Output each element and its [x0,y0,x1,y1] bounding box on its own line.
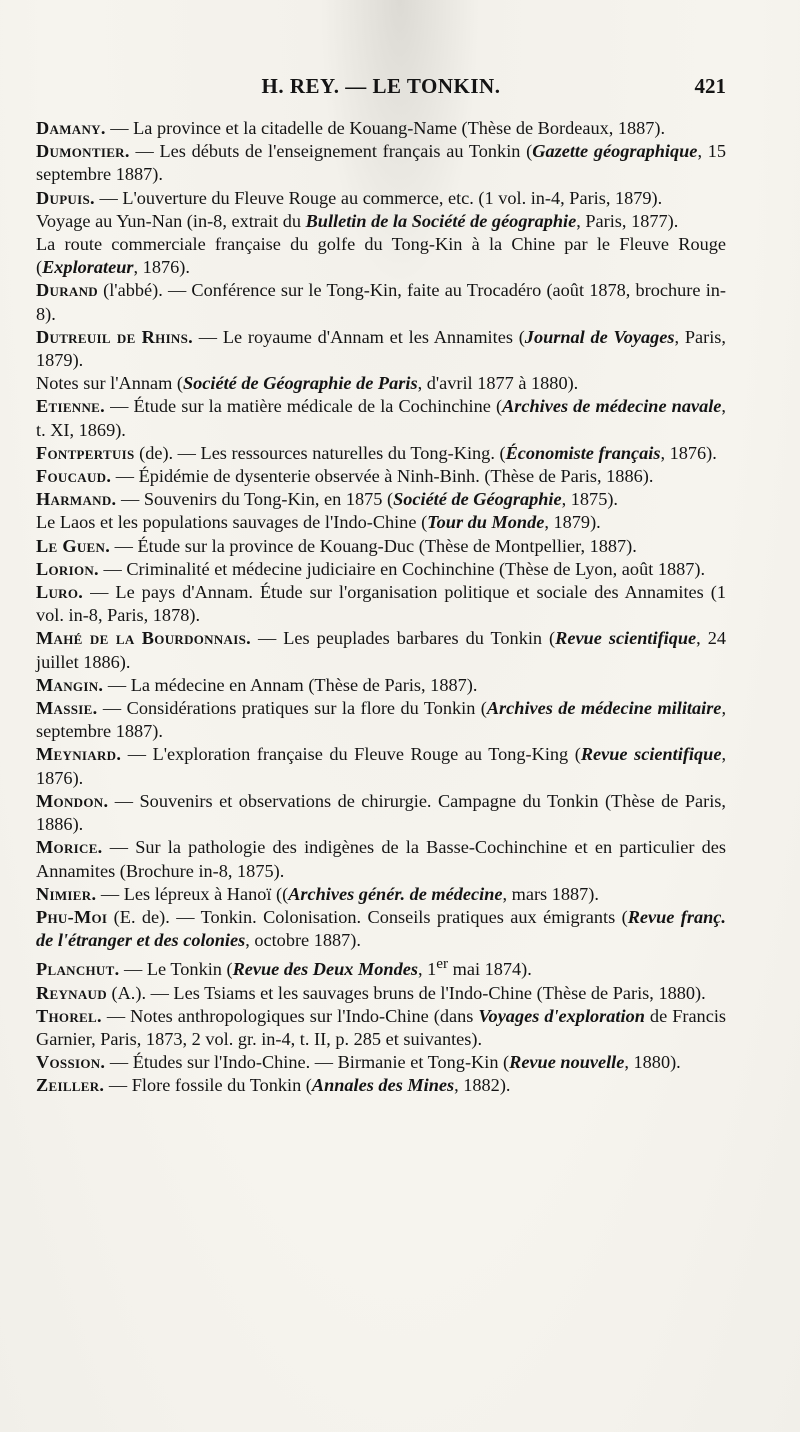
entry-text: — La médecine en Annam (Thèse de Paris, 1887). [103,674,478,695]
entry-text: — Souvenirs du Tong-Kin, en 1875 ( [116,489,394,510]
entry-author: Mangin. [36,674,104,695]
entry-author: Lorion. [36,558,99,579]
entry-text: , 1 [417,959,437,980]
entry-work-title: Voyages d'exploration [478,1005,645,1026]
bibliography-entry [36,372,726,395]
entry-author: Planchut. [36,959,120,980]
entry-text: — Le royaume d'Annam et les Annamites ( [193,326,525,347]
entry-text: Voyage au Yun-Nan (in-8, extrait du [36,210,306,231]
entry-author: Le Guen. [36,535,111,556]
bibliography-entry [36,488,726,511]
entry-work-title: Gazette géographique [532,141,698,162]
entry-author: Dutreuil de Rhins. [36,326,194,347]
entry-work-title: Journal de Voyages [524,326,675,347]
entry-author: Nimier. [36,883,97,904]
entry-author: Morice. [36,837,103,858]
entry-work-title: Société de Géographie de Paris [182,373,418,394]
entry-text: , 1879). [544,512,601,533]
entry-work-title: Économiste français [505,442,661,463]
entry-author: Reynaud [36,982,107,1003]
entry-author: Harmand. [36,489,117,510]
entry-text: , 1876). [133,257,190,278]
entry-text: (l'abbé). — Conférence sur le Tong-Kin, faite au Trocadéro (août 1878, brochure in-8). [36,280,726,324]
bibliography-entry [36,558,726,581]
bibliography-entry [36,836,726,882]
entry-text: (de). — Les ressources naturelles du Tong-King. ( [134,442,506,463]
entry-work-title: Revue scientifique [580,744,722,765]
bibliography-entry [36,279,726,325]
running-title: H. REY. — LE TONKIN. [261,74,501,98]
entry-text: de Francis Garnier, Paris, 1873, 2 vol. gr. in-4, t. II, p. 285 et suivantes). [36,1005,727,1050]
bibliography-entry [36,442,726,465]
entry-text: , d'avril 1877 à 1880). [417,373,579,394]
bibliography-entry [36,581,726,627]
entry-text: , 1876). [660,442,717,463]
entry-text: , mars 1887). [502,883,599,904]
bibliography-entry [36,117,726,140]
entry-work-title: Annales des Mines [311,1075,455,1096]
bibliography-entry [36,674,726,697]
bibliography-entry [36,883,726,906]
entry-work-title: Société de Géographie [393,489,562,510]
page-header [36,74,726,102]
bibliography-entry [36,535,726,558]
entry-work-title: Revue franç. de l'étranger et des colonies [36,906,726,951]
entry-author: Damany. [36,118,106,138]
entry-text: — Épidémie de dysenterie observée à Ninh-Binh. (Thèse de Paris, 1886). [111,466,654,487]
entry-work-title: Revue nouvelle [509,1052,625,1073]
entry-text: — Considérations pratiques sur la flore du Tonkin ( [97,698,487,719]
entry-text: — Étude sur la matière médicale de la Cochinchine ( [105,396,503,417]
bibliography-entry [36,982,726,1005]
entry-text: , septembre 1887). [36,698,727,742]
entry-superscript: er [436,955,449,973]
entry-author: Foucaud. [36,466,112,487]
entry-text: — L'ouverture du Fleuve Rouge au commerce, etc. (1 vol. in-4, Paris, 1879). [94,187,663,208]
entry-author: Phu-Moi [36,906,108,927]
bibliography-entry [36,511,726,534]
entry-text: — La province et la citadelle de Kouang-Name (Thèse de Bordeaux, 1887). [105,118,666,138]
entry-author: Mahé de la Bourdonnais. [36,628,251,649]
bibliography-entry [36,395,726,441]
entry-work-title: Tour du Monde [427,512,545,533]
bibliography-entry [36,627,726,673]
bibliography-entry [36,1074,726,1097]
entry-work-title: Archives de médecine militaire [486,698,722,719]
entry-text: — Flore fossile du Tonkin ( [104,1075,312,1096]
bibliography-entry [36,1051,726,1074]
entry-author: Vossion. [36,1052,106,1073]
bibliography-entry [36,326,726,372]
entry-work-title: Explorateur [42,257,134,278]
bibliography-entry [36,210,726,233]
entry-text: , 24 juillet 1886). [36,628,727,672]
entry-author: Etienne. [36,396,106,417]
entry-author: Dumontier. [36,141,130,162]
entry-text: — Les débuts de l'enseignement français au Tonkin ( [129,141,533,162]
entry-text: — L'exploration française du Fleuve Rouge au Tong-King ( [121,744,581,765]
bibliography-entry [36,140,726,186]
entry-text: (A.). — Les Tsiams et les sauvages bruns de l'Indo-Chine (Thèse de Paris, 1880). [106,982,706,1003]
entry-text: , t. XI, 1869). [36,396,726,440]
entry-text: — Sur la pathologie des indigènes de la Basse-Cochinchine et en particulier des Annamites (Brochure in-8, 1875). [36,837,726,881]
entry-text: , 1880). [624,1052,681,1073]
entry-text: — Études sur l'Indo-Chine. — Birmanie et Tong-Kin ( [105,1052,510,1073]
bibliography-entry [36,1005,726,1051]
entry-author: Durand [36,280,98,301]
entry-text: — Les peuplades barbares du Tonkin ( [251,628,556,649]
entry-author: Dupuis. [36,187,95,208]
entry-work-title: Revue scientifique [555,628,697,649]
entry-text: , 15 septembre 1887). [36,141,727,185]
bibliography-entry [36,952,726,981]
page-number: 421 [694,74,726,98]
entry-work-title: Bulletin de la Société de géographie [305,210,577,231]
entry-author: Meyniard. [36,744,122,765]
entry-text: mai 1874). [448,959,532,980]
entry-author: Zeiller. [36,1075,105,1096]
entry-text: — Le pays d'Annam. Étude sur l'organisation politique et sociale des Annamites (1 vol. in-8, Paris, 1878). [36,582,726,626]
entry-author: Mondon. [36,790,109,811]
entry-text: — Les lépreux à Hanoï (( [96,883,289,904]
entry-text: , 1876). [36,744,727,788]
entry-text: Le Laos et les populations sauvages de l'Indo-Chine ( [36,512,428,533]
entry-text: , Paris, 1877). [576,210,679,231]
entry-text: , octobre 1887). [245,930,361,951]
entry-text: — Souvenirs et observations de chirurgie. Campagne du Tonkin (Thèse de Paris, 1886). [36,790,726,835]
entry-text: — Le Tonkin ( [119,959,233,980]
entry-author: Luro. [36,582,84,603]
bibliography-entry [36,187,726,210]
entry-text: (E. de). — Tonkin. Colonisation. Conseils pratiques aux émigrants ( [107,906,628,927]
bibliography-entry [36,697,726,743]
entry-author: Massie. [36,698,98,719]
entry-text: Notes sur l'Annam ( [36,373,183,394]
bibliography-entry [36,233,726,279]
entry-text: — Notes anthropologiques sur l'Indo-Chine (dans [101,1005,479,1026]
entry-work-title: Archives de médecine navale [502,396,722,417]
entry-author: Thorel. [36,1005,102,1026]
bibliography-entry [36,906,726,952]
entry-work-title: Archives génér. de médecine [288,883,503,904]
entry-text: La route commerciale française du golfe du Tong-Kin à la Chine par le Fleuve Rouge ( [36,234,726,278]
entry-text: , Paris, 1879). [36,326,726,371]
entry-text: — Étude sur la province de Kouang-Duc (Thèse de Montpellier, 1887). [110,535,637,556]
bibliography-entry [36,465,726,488]
entry-text: — Criminalité et médecine judiciaire en Cochinchine (Thèse de Lyon, août 1887). [98,558,706,579]
entry-author: Fontpertuis [36,442,135,463]
bibliography-entry [36,790,726,836]
entry-work-title: Revue des Deux Mondes [232,959,418,980]
bibliography-list [36,117,726,1098]
entry-text: , 1875). [561,489,618,510]
bibliography-entry [36,743,726,789]
entry-text: , 1882). [454,1075,511,1096]
